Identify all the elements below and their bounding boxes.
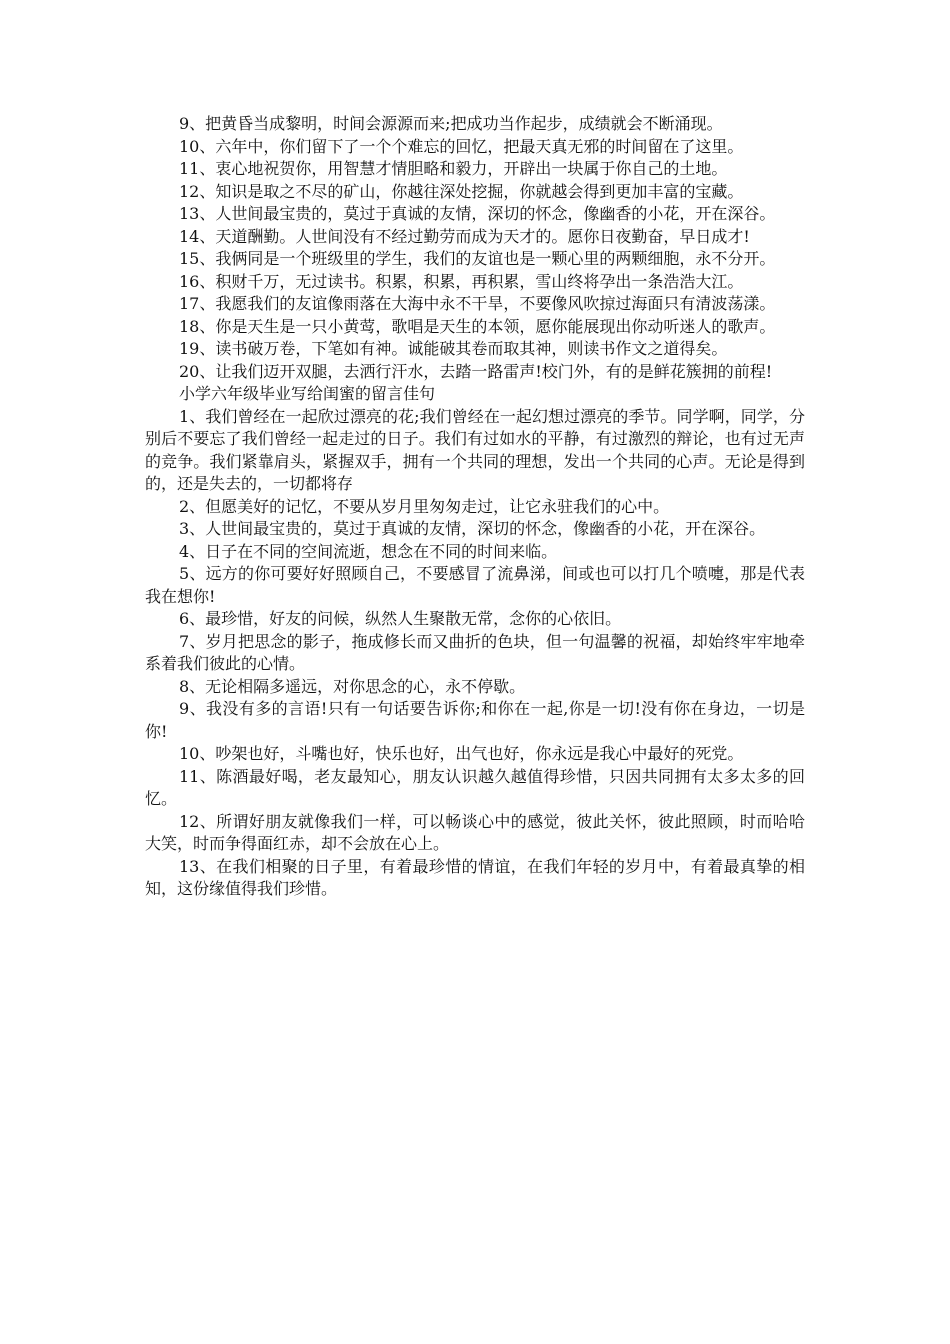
paragraph-9: 17、我愿我们的友谊像雨落在大海中永不干旱，不要像风吹掠过海面只有清波荡漾。 <box>179 294 776 313</box>
paragraph-11: 19、读书破万卷，下笔如有神。诚能破其卷而取其神，则读书作文之道得矣。 <box>179 339 728 358</box>
paragraph-6: 14、天道酬勤。人世间没有不经过勤劳而成为天才的。愿你日夜勤奋，早日成才! <box>179 226 750 246</box>
paragraph-8: 16、积财千万，无过读书。积累，积累，再积累，雪山终将孕出一条浩浩大江。 <box>179 271 744 291</box>
paragraph-25: 13、在我们相聚的日子里，有着最珍惜的情谊，在我们年轻的岁月中，有着最真挚的相知，这份缘值得我们珍惜。 <box>145 856 805 898</box>
paragraph-23: 11、陈酒最好喝，老友最知心，朋友认识越久越值得珍惜，只因共同拥有太多太多的回忆。 <box>145 766 805 808</box>
paragraph-16: 4、日子在不同的空间流逝，想念在不同的时间来临。 <box>179 541 558 561</box>
paragraph-18: 6、最珍惜，好友的问候，纵然人生聚散无常，念你的心依旧。 <box>179 609 622 628</box>
paragraph-19: 7、岁月把思念的影子，拖成修长而又曲折的色块，但一句温馨的祝福，却始终牢牢地牵系着我们彼此的心情。 <box>145 631 805 673</box>
document-body <box>145 113 805 901</box>
paragraph-22: 10、吵架也好，斗嘴也好，快乐也好，出气也好，你永远是我心中最好的死党。 <box>179 744 744 763</box>
paragraph-12: 20、让我们迈开双腿，去洒行汗水，去踏一路雷声!校门外，有的是鲜花簇拥的前程! <box>179 361 773 381</box>
paragraph-7: 15、我俩同是一个班级里的学生，我们的友谊也是一颗心里的两颗细胞，永不分开。 <box>179 249 776 268</box>
paragraph-21: 9、我没有多的言语!只有一句话要告诉你;和你在一起,你是一切!没有你在身边，一切是你! <box>145 699 805 741</box>
paragraph-4: 12、知识是取之不尽的矿山，你越往深处挖掘，你就越会得到更加丰富的宝藏。 <box>179 181 744 201</box>
paragraph-13: 1、我们曾经在一起欣过漂亮的花;我们曾经在一起幻想过漂亮的季节。同学啊，同学，分别后不要忘了我们曾经一起走过的日子。我们有过如水的平静，有过激烈的辩论，也有过无声的竞争。我们紧靠肩头，紧握双手，拥有一个共同的理想，发出一个共同的心声。无论是得到的，还是失去的，一切都将存 <box>145 406 805 493</box>
section-heading: 小学六年级毕业写给闺蜜的留言佳句 <box>179 384 436 403</box>
paragraph-14: 2、但愿美好的记忆，不要从岁月里匆匆走过，让它永驻我们的心中。 <box>179 496 670 516</box>
paragraph-20: 8、无论相隔多遥远，对你思念的心，永不停歇。 <box>179 676 526 696</box>
paragraph-3: 11、衷心地祝贺你，用智慧才情胆略和毅力，开辟出一块属于你自己的土地。 <box>179 159 728 178</box>
paragraph-10: 18、你是天生是一只小黄莺，歌唱是天生的本领，愿你能展现出你动听迷人的歌声。 <box>179 316 776 336</box>
paragraph-15: 3、人世间最宝贵的，莫过于真诚的友情，深切的怀念，像幽香的小花，开在深谷。 <box>179 519 766 538</box>
paragraph-24: 12、所谓好朋友就像我们一样，可以畅谈心中的感觉，彼此关怀，彼此照顾，时而哈哈大笑，时而争得面红赤，却不会放在心上。 <box>145 811 805 853</box>
paragraph-5: 13、人世间最宝贵的，莫过于真诚的友情，深切的怀念，像幽香的小花，开在深谷。 <box>179 204 776 223</box>
paragraph-1: 9、把黄昏当成黎明，时间会源源而来;把成功当作起步，成绩就会不断涌现。 <box>179 114 723 133</box>
paragraph-17: 5、远方的你可要好好照顾自己，不要感冒了流鼻涕，间或也可以打几个喷嚏，那是代表我在想你! <box>145 564 805 606</box>
paragraph-2: 10、六年中，你们留下了一个个难忘的回忆，把最天真无邪的时间留在了这里。 <box>179 136 744 156</box>
